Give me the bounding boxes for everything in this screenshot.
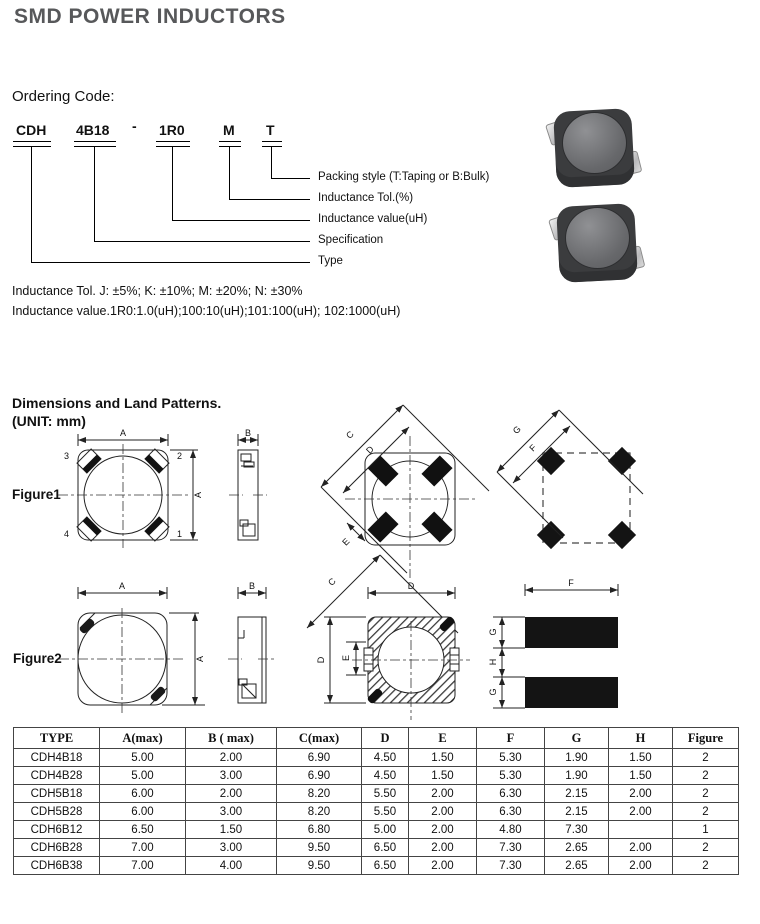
dim-label-d: D	[407, 581, 415, 591]
dimension-figures	[0, 388, 760, 728]
value-cell: 6.00	[100, 803, 186, 821]
value-cell: 5.30	[477, 767, 545, 785]
code-part-value: 1R0	[159, 122, 185, 138]
value-cell: 2.15	[545, 803, 609, 821]
dim-label-e: E	[340, 536, 352, 548]
value-cell: 2	[673, 803, 739, 821]
value-cell: 2.00	[609, 857, 673, 875]
value-cell: 2	[673, 785, 739, 803]
value-cell: 9.50	[277, 839, 362, 857]
table-row	[14, 767, 739, 785]
table-row	[14, 821, 739, 839]
value-cell: 8.20	[277, 803, 362, 821]
table-row	[14, 785, 739, 803]
label-inductance-value: Inductance value(uH)	[318, 213, 428, 225]
unit-note: (UNIT: mm)	[12, 413, 86, 429]
terminal-number-2: 2	[177, 451, 183, 461]
value-cell: 1.90	[545, 767, 609, 785]
label-type: Type	[318, 255, 343, 267]
col-header: C(max)	[277, 728, 362, 749]
value-cell: 5.30	[477, 749, 545, 767]
value-cell: 2.00	[409, 785, 477, 803]
value-cell: 2.00	[186, 785, 277, 803]
value-cell: 6.00	[100, 785, 186, 803]
label-packing-style: Packing style (T:Taping or B:Bulk)	[318, 171, 490, 183]
figure1-label: Figure1	[12, 487, 61, 502]
table-row	[14, 803, 739, 821]
dim-label-c: C	[326, 576, 338, 588]
leader-line	[172, 146, 173, 220]
col-header: E	[409, 728, 477, 749]
dim-label-b: B	[248, 581, 256, 591]
value-cell: 6.30	[477, 803, 545, 821]
col-header: H	[609, 728, 673, 749]
value-cell: 2.00	[186, 749, 277, 767]
dim-label-b: B	[244, 428, 252, 438]
ordering-code-heading: Ordering Code:	[12, 88, 115, 105]
code-part-spec: 4B18	[76, 122, 110, 138]
value-cell: 6.50	[362, 839, 409, 857]
product-photo-2	[551, 201, 643, 287]
value-cell: 5.00	[100, 749, 186, 767]
value-cell: 9.50	[277, 857, 362, 875]
dim-label-h: H	[488, 658, 498, 666]
value-cell: 2.00	[609, 785, 673, 803]
value-cell: 5.50	[362, 785, 409, 803]
type-cell: CDH6B28	[14, 839, 100, 857]
underline-spec	[74, 141, 116, 147]
fig2-bottom-view	[307, 555, 470, 720]
dim-label-g: G	[488, 688, 498, 696]
value-cell: 7.00	[100, 839, 186, 857]
value-cell: 7.00	[100, 857, 186, 875]
dim-label-d: D	[364, 444, 376, 456]
value-cell: 7.30	[545, 821, 609, 839]
col-header: D	[362, 728, 409, 749]
underline-value	[156, 141, 190, 147]
product-photo-1	[548, 106, 640, 192]
spec-table-head	[14, 728, 739, 749]
code-part-dash: -	[132, 118, 137, 134]
value-cell: 3.00	[186, 839, 277, 857]
value-cell: 3.00	[186, 767, 277, 785]
value-cell: 6.90	[277, 767, 362, 785]
dim-label-f: F	[527, 442, 539, 454]
dim-label-e: E	[341, 654, 351, 662]
dim-label-c: C	[344, 429, 356, 441]
note-inductance-value: Inductance value.1R0:1.0(uH);100:10(uH);101:100(uH); 102:1000(uH)	[12, 304, 401, 318]
fig1-land-pattern	[497, 410, 643, 549]
value-cell: 2.00	[609, 839, 673, 857]
leader-line	[271, 146, 272, 178]
value-cell: 4.00	[186, 857, 277, 875]
col-header: Figure	[673, 728, 739, 749]
note-inductance-tol: Inductance Tol. J: ±5%; K: ±10%; M: ±20%; N: ±30%	[12, 284, 303, 298]
label-specification: Specification	[318, 234, 384, 246]
col-header: B ( max)	[186, 728, 277, 749]
value-cell: 2.65	[545, 857, 609, 875]
leader-line	[94, 146, 95, 241]
dim-label-g: G	[510, 423, 523, 436]
dim-label-f: F	[568, 578, 574, 588]
value-cell: 2.00	[409, 803, 477, 821]
col-header: A(max)	[100, 728, 186, 749]
value-cell: 4.80	[477, 821, 545, 839]
value-cell: 5.00	[362, 821, 409, 839]
value-cell: 4.50	[362, 767, 409, 785]
figure2-label: Figure2	[13, 651, 62, 666]
leader-line	[229, 146, 230, 199]
dim-label-g: G	[488, 628, 498, 636]
col-header: TYPE	[14, 728, 100, 749]
type-cell: CDH4B28	[14, 767, 100, 785]
value-cell: 7.30	[477, 839, 545, 857]
fig1-side-view	[229, 428, 267, 540]
label-inductance-tol: Inductance Tol.(%)	[318, 192, 414, 204]
code-part-tol: M	[223, 122, 235, 138]
value-cell: 2	[673, 839, 739, 857]
value-cell: 2	[673, 767, 739, 785]
leader-line	[229, 199, 310, 200]
type-cell: CDH6B12	[14, 821, 100, 839]
type-cell: CDH5B18	[14, 785, 100, 803]
value-cell: 2	[673, 857, 739, 875]
type-cell: CDH6B38	[14, 857, 100, 875]
underline-pack	[262, 141, 282, 147]
value-cell: 6.90	[277, 749, 362, 767]
fig2-land-pattern	[488, 578, 618, 708]
inductor-top-face	[565, 207, 630, 269]
value-cell: 2.15	[545, 785, 609, 803]
leader-line	[172, 220, 310, 221]
value-cell: 2.00	[409, 839, 477, 857]
col-header: F	[477, 728, 545, 749]
leader-line	[271, 178, 310, 179]
code-part-type: CDH	[16, 122, 47, 138]
dim-label-a: A	[118, 581, 126, 591]
dim-label-a: A	[193, 491, 203, 499]
underline-type	[13, 141, 51, 147]
fig2-side-view	[228, 581, 274, 703]
leader-line	[94, 241, 310, 242]
fig2-top-view	[59, 581, 205, 716]
dim-label-a: A	[195, 655, 205, 663]
page-title: SMD POWER INDUCTORS	[14, 5, 286, 28]
underline-tol	[219, 141, 241, 147]
terminal-number-1: 1	[177, 529, 183, 539]
spec-table	[13, 727, 739, 875]
value-cell: 2.00	[409, 857, 477, 875]
dim-label-a: A	[119, 428, 127, 438]
value-cell: 6.50	[100, 821, 186, 839]
value-cell: 1.90	[545, 749, 609, 767]
value-cell: 2.65	[545, 839, 609, 857]
type-cell: CDH4B18	[14, 749, 100, 767]
value-cell: 6.30	[477, 785, 545, 803]
table-row	[14, 839, 739, 857]
value-cell	[609, 821, 673, 839]
dim-label-d: D	[316, 656, 326, 664]
code-part-pack: T	[266, 122, 275, 138]
spec-table-body	[14, 749, 739, 875]
value-cell: 7.30	[477, 857, 545, 875]
value-cell: 1.50	[609, 749, 673, 767]
value-cell: 1	[673, 821, 739, 839]
value-cell: 2	[673, 749, 739, 767]
value-cell: 5.50	[362, 803, 409, 821]
value-cell: 3.00	[186, 803, 277, 821]
terminal-number-3: 3	[63, 451, 69, 461]
value-cell: 6.80	[277, 821, 362, 839]
value-cell: 6.50	[362, 857, 409, 875]
value-cell: 8.20	[277, 785, 362, 803]
value-cell: 1.50	[409, 749, 477, 767]
type-cell: CDH5B28	[14, 803, 100, 821]
value-cell: 5.00	[100, 767, 186, 785]
table-row	[14, 857, 739, 875]
table-row	[14, 749, 739, 767]
col-header: G	[545, 728, 609, 749]
value-cell: 2.00	[609, 803, 673, 821]
dimensions-heading: Dimensions and Land Patterns.	[12, 395, 222, 411]
terminal-number-4: 4	[63, 529, 69, 539]
inductor-top-face	[562, 112, 627, 174]
value-cell: 2.00	[409, 821, 477, 839]
header-row	[14, 728, 739, 749]
leader-line	[31, 262, 310, 263]
value-cell: 1.50	[609, 767, 673, 785]
value-cell: 4.50	[362, 749, 409, 767]
fig1-bottom-view	[321, 405, 489, 578]
leader-line	[31, 146, 32, 262]
value-cell: 1.50	[409, 767, 477, 785]
fig1-top-view	[58, 428, 203, 548]
value-cell: 1.50	[186, 821, 277, 839]
